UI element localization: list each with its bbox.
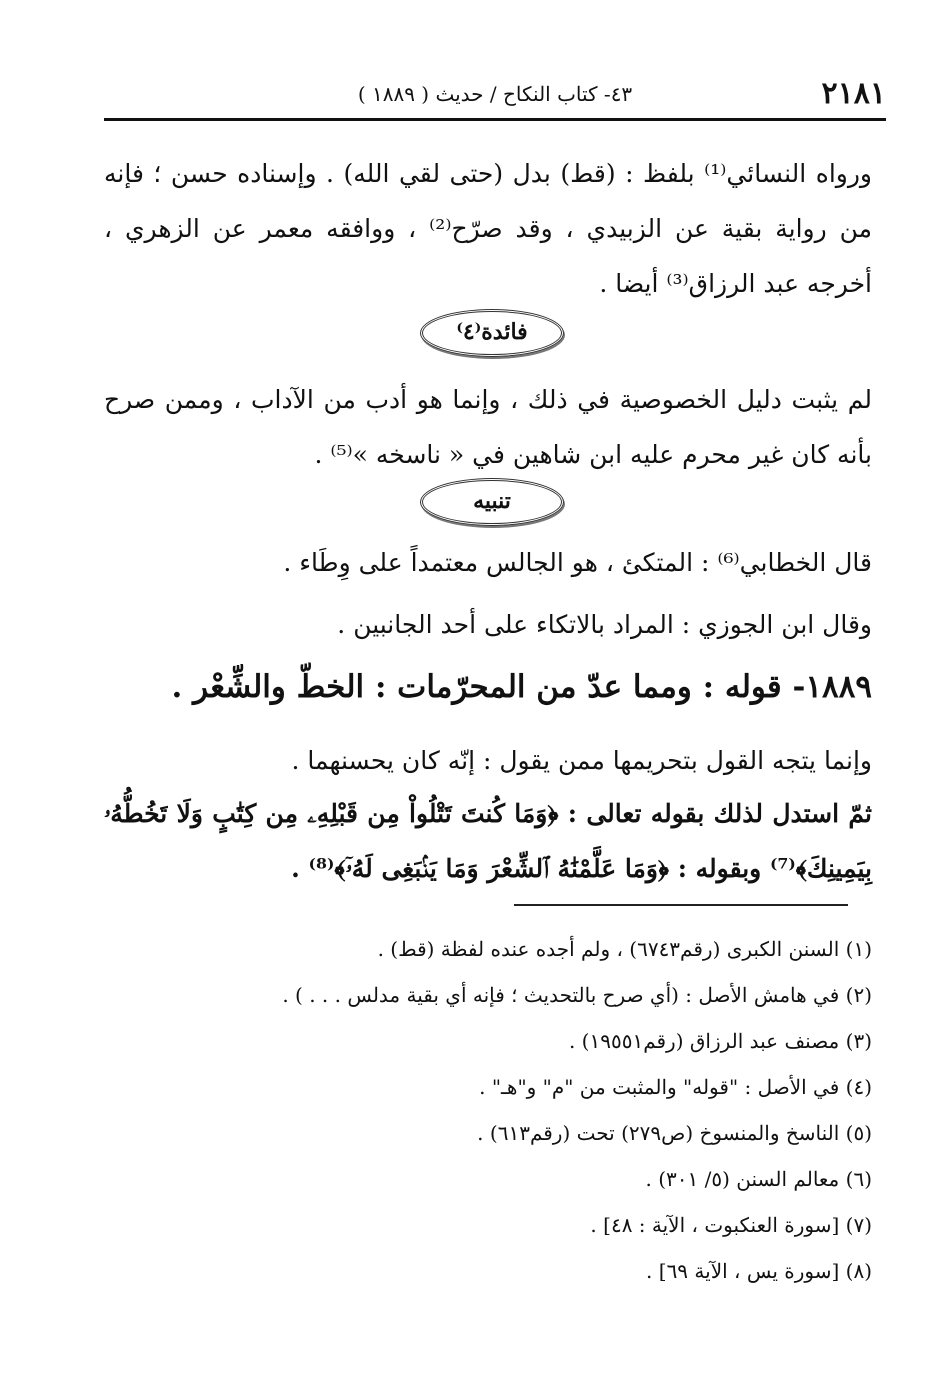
section-heading: ١٨٨٩- قوله : ومما عدّ من المحرّمات : الخطّ والشِّعْر . [171,669,872,705]
footnote-3: (٣) مصنف عبد الرزاق (رقم١٩٥٥١) . [568,1029,872,1053]
footnote-4: (٤) في الأصل : "قوله" والمثبت من "م" و"هـ" . [479,1075,872,1099]
running-head: ٤٣- كتاب النكاح / حديث ( ١٨٨٩ ) [357,82,633,106]
footnote-8: (٨) [سورة يس ، الآية ٦٩] . [646,1259,872,1283]
header-rule [104,118,886,121]
paragraph-quran-evidence: ثمّ استدل لذلك بقوله تعالى : ﴿وَمَا كُنتَ تَتْلُواْ مِن قَبْلِهِۦ مِن كِتَٰبٍ وَلَا تَخُطُّهُۥ بِيَمِينِكَ﴾⁽⁷⁾ وبقوله : ﴿وَمَا عَلَّمْنَٰهُ ٱلشِّعْرَ وَمَا يَنۢبَغِى لَهُۥٓ﴾⁽⁸⁾ . [104,799,872,883]
footnote-2: (٢) في هامش الأصل : (أي صرح بالتحديث ؛ فإنه أي بقية مدلس . . . ) . [282,983,872,1007]
paragraph-nasai: ورواه النسائي⁽¹⁾ بلفظ : (قط) بدل (حتى لقي الله) . وإسناده حسن ؛ فإنه من رواية بقية عن الزبيدي ، وقد صرّح⁽²⁾ ، ووافقه معمر عن الزهري ، أخرجه عبد الرزاق⁽³⁾ أيضا . [104,159,873,298]
tanbih-banner: تنبيه [420,478,564,526]
footnote-5: (٥) الناسخ والمنسوخ (ص٢٧٩) تحت (رقم٦١٣) . [477,1121,872,1145]
paragraph-khattabi: قال الخطابي⁽⁶⁾ : المتكئ ، هو الجالس معتمداً على وِطَاء . [283,548,872,577]
faida-banner: فائدة⁽٤⁾ [420,309,564,357]
paragraph-tahrim: وإنما يتجه القول بتحريمها ممن يقول : إنّه كان يحسنهما . [291,746,872,775]
footnote-7: (٧) [سورة العنكبوت ، الآية : ٤٨] . [590,1213,872,1237]
paragraph-ibn-jawzi: وقال ابن الجوزي : المراد بالاتكاء على أحد الجانبين . [337,610,872,639]
footnotes [104,926,872,1294]
footnote-6: (٦) معالم السنن (٥/ ٣٠١) . [645,1167,872,1191]
page-number: ٢١٨١ [821,76,886,111]
footnote-rule [514,904,848,906]
page-header [104,74,886,114]
footnote-1: (١) السنن الكبرى (رقم٦٧٤٣) ، ولم أجده عنده لفظة (قط) . [377,937,872,961]
paragraph-faida: لم يثبت دليل الخصوصية في ذلك ، وإنما هو أدب من الآداب ، وممن صرح بأنه كان غير محرم عليه ابن شاهين في « ناسخه »⁽⁵⁾ . [104,385,872,469]
